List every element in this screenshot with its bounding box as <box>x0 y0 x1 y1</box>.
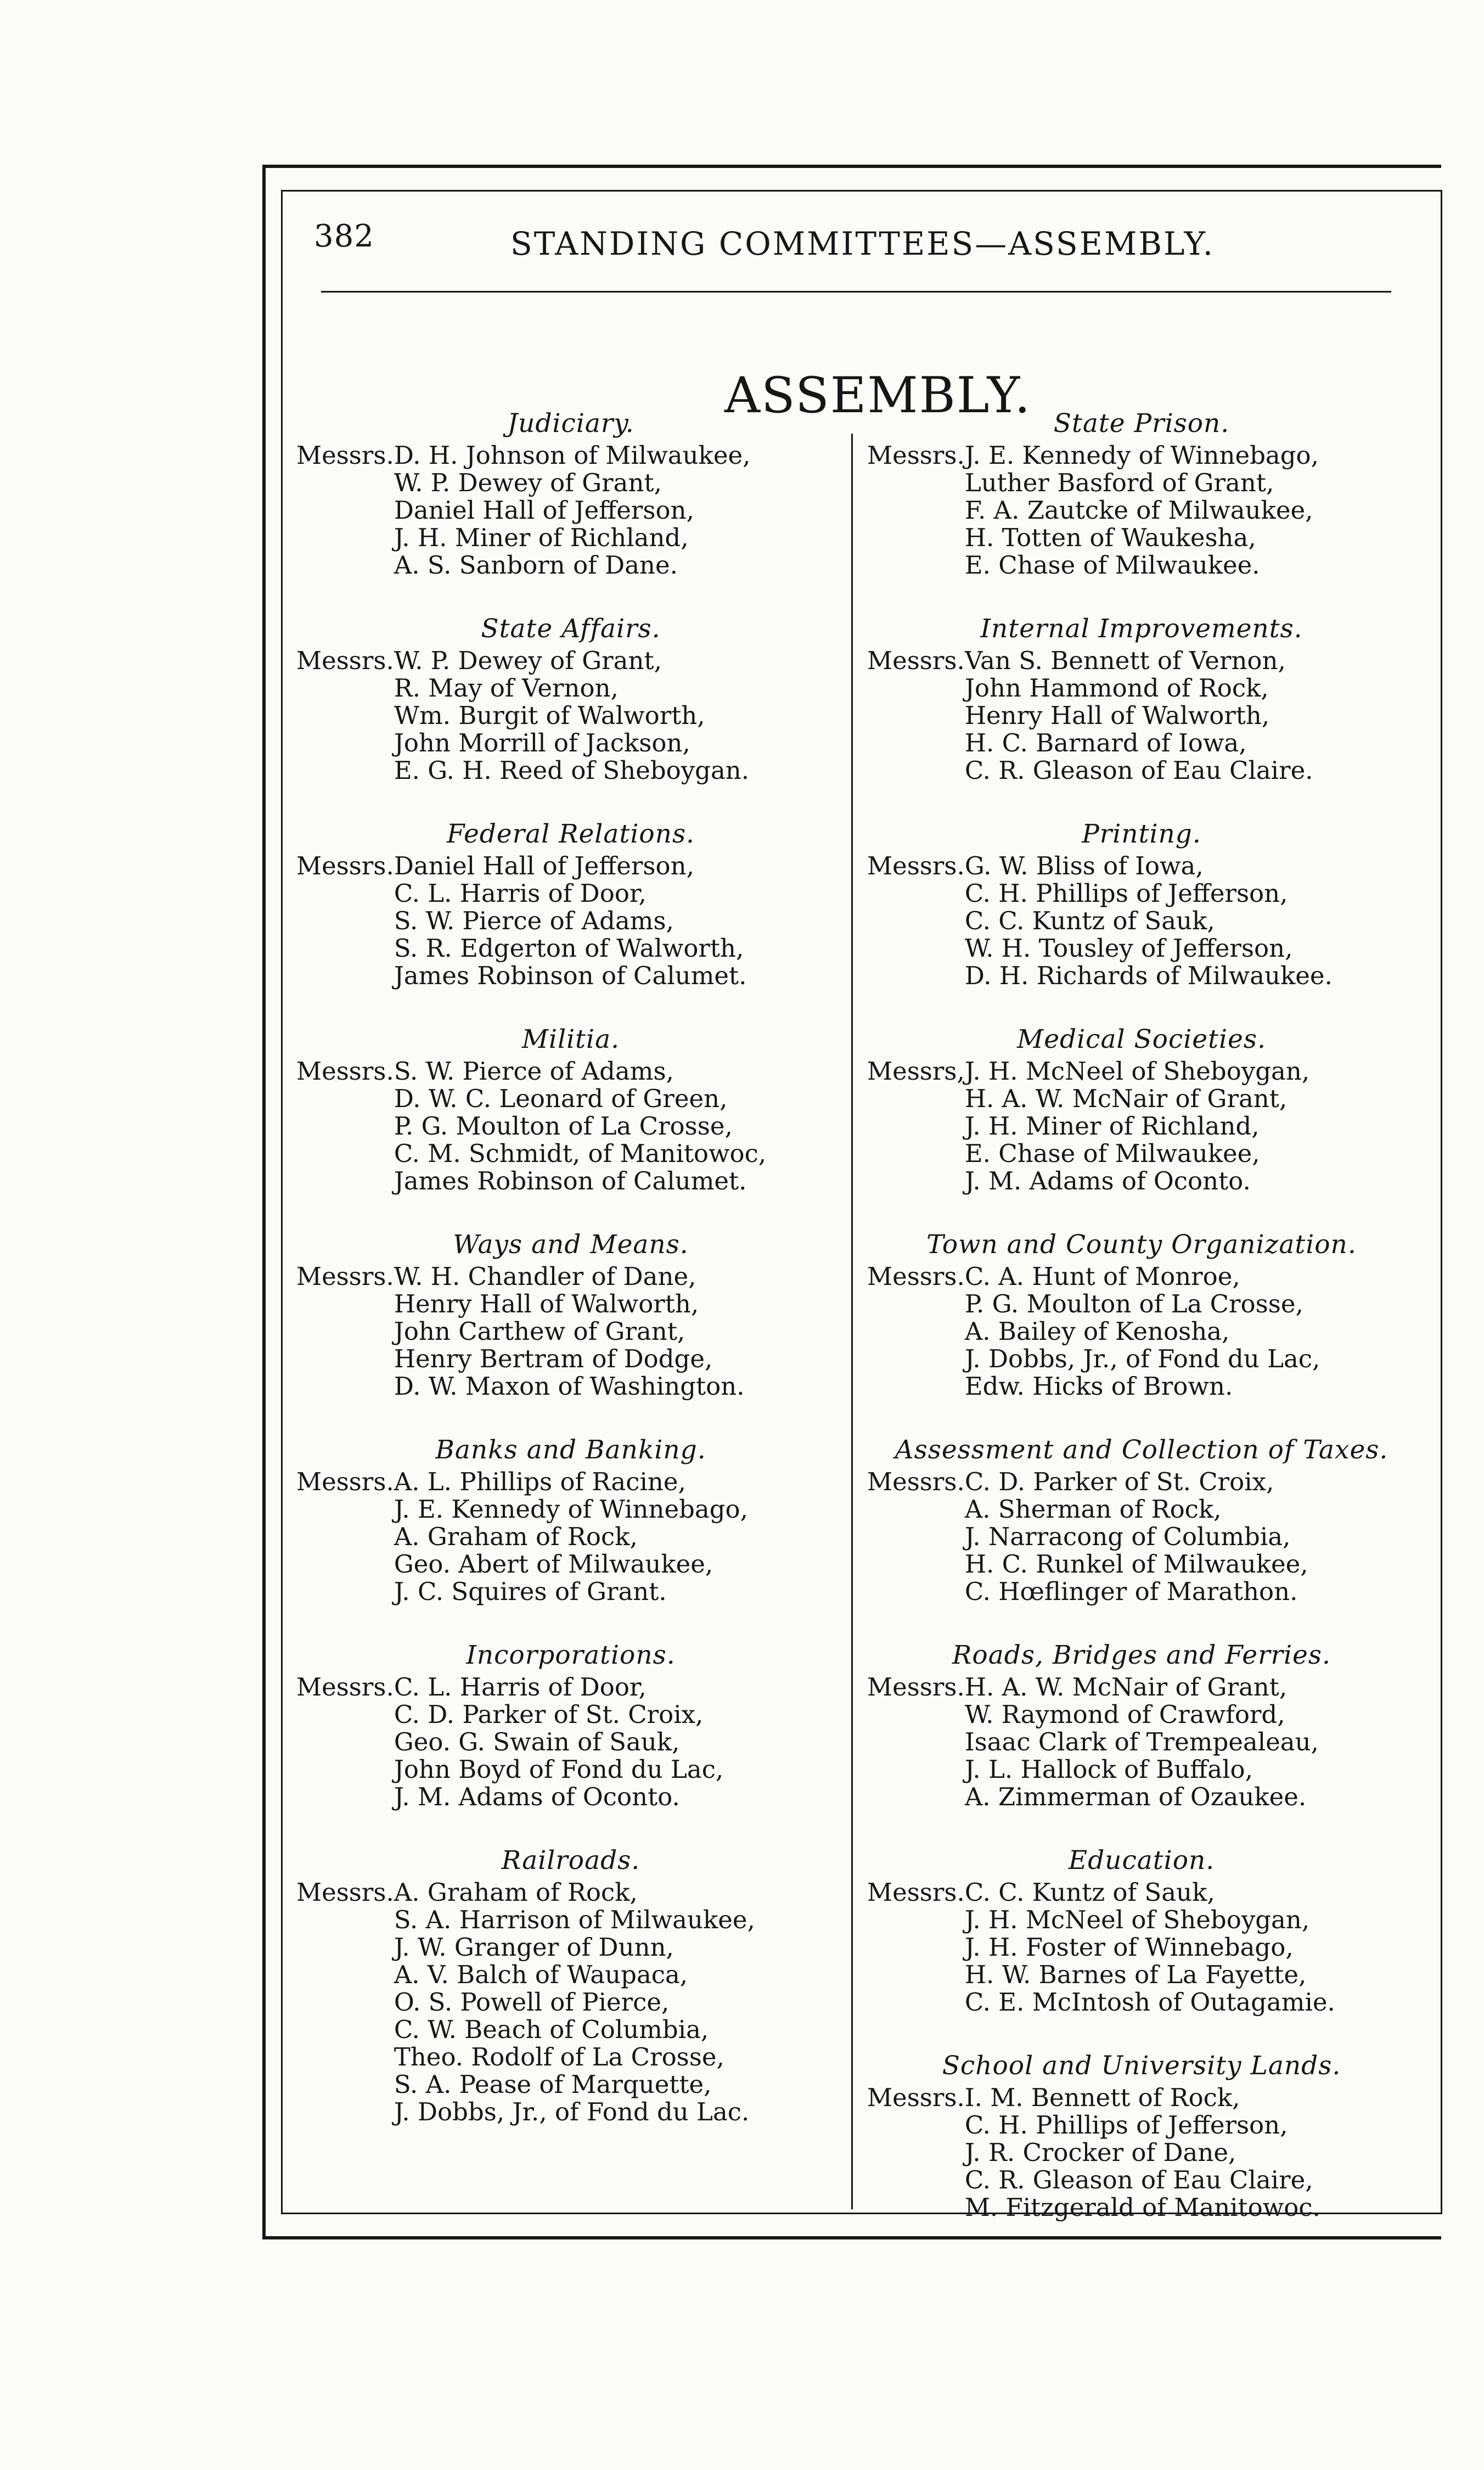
committee-block <box>296 1230 845 1400</box>
member-name: C. D. Parker of St. Croix, <box>394 1700 704 1729</box>
member-name: J. L. Hallock of Buffalo, <box>964 1755 1253 1784</box>
member-list <box>296 1879 845 2126</box>
member-list <box>296 442 845 579</box>
member-name: J. H. McNeel of Sheboygan, <box>964 1905 1310 1934</box>
committee-block <box>867 1846 1416 2016</box>
member-name: John Carthew of Grant, <box>394 1317 685 1346</box>
outer-border-left <box>262 165 266 2239</box>
member-name: C. Hœflinger of Marathon. <box>964 1577 1298 1606</box>
member-name: Daniel Hall of Jefferson, <box>394 496 694 525</box>
member-list <box>867 647 1416 784</box>
member-name: Edw. Hicks of Brown. <box>964 1372 1233 1401</box>
member-name: C. D. Parker of St. Croix, <box>964 1467 1274 1496</box>
member-name: C. R. Gleason of Eau Claire, <box>964 2165 1313 2194</box>
running-title: STANDING COMMITTEES—ASSEMBLY. <box>510 225 1215 262</box>
committee-block <box>296 1846 845 2126</box>
inner-border-right <box>1441 190 1442 2214</box>
member-name: Wm. Burgit of Walworth, <box>394 701 705 730</box>
member-name: J. M. Adams of Oconto. <box>964 1166 1251 1195</box>
member-name: C. W. Beach of Columbia, <box>394 2015 709 2044</box>
member-name: J. H. Foster of Winnebago, <box>964 1933 1294 1962</box>
messrs-label: Messrs. <box>296 1672 394 1702</box>
member-name: Henry Hall of Walworth, <box>964 701 1270 730</box>
member-name: W. Raymond of Crawford, <box>964 1700 1285 1729</box>
committee-block <box>867 1641 1416 1811</box>
member-name: P. G. Moulton of La Crosse, <box>964 1289 1303 1318</box>
committee-block <box>296 409 845 579</box>
member-name: A. V. Balch of Waupaca, <box>394 1960 688 1989</box>
messrs-label: Messrs. <box>867 1262 965 1291</box>
committee-title: Roads, Bridges and Ferries. <box>952 1640 1331 1670</box>
inner-border-top <box>281 190 1442 192</box>
committee-block <box>296 614 845 784</box>
member-name: Daniel Hall of Jefferson, <box>394 851 694 880</box>
member-name: Theo. Rodolf of La Crosse, <box>394 2042 724 2072</box>
messrs-label: Messrs. <box>867 2083 965 2112</box>
messrs-label: Messrs. <box>296 1878 394 1907</box>
member-name: C. A. Hunt of Monroe, <box>964 1262 1240 1291</box>
member-name: H. A. W. McNair of Grant, <box>964 1084 1288 1113</box>
member-name: John Boyd of Fond du Lac, <box>394 1755 724 1784</box>
member-name: A. Bailey of Kenosha, <box>964 1317 1230 1346</box>
member-name: C. C. Kuntz of Sauk, <box>964 906 1215 935</box>
committee-title: Medical Societies. <box>1017 1024 1266 1054</box>
messrs-label: Messrs. <box>296 851 394 880</box>
member-name: G. W. Bliss of Iowa, <box>964 851 1204 880</box>
header-rule <box>321 291 1391 293</box>
member-name: W. P. Dewey of Grant, <box>394 468 662 497</box>
inner-border-left <box>281 190 283 2214</box>
member-name: Geo. G. Swain of Sauk, <box>394 1727 680 1756</box>
member-name: C. C. Kuntz of Sauk, <box>964 1878 1215 1907</box>
member-name: Luther Basford of Grant, <box>964 468 1274 497</box>
committee-title: Federal Relations. <box>446 819 695 849</box>
committee-block <box>296 1435 845 1606</box>
member-name: H. C. Barnard of Iowa, <box>964 728 1247 757</box>
member-name: S. W. Pierce of Adams, <box>394 906 674 935</box>
committee-title: Ways and Means. <box>453 1230 689 1260</box>
member-name: Isaac Clark of Trempealeau, <box>964 1727 1319 1756</box>
member-name: J. E. Kennedy of Winnebago, <box>394 1495 748 1524</box>
member-name: H. C. Runkel of Milwaukee, <box>964 1550 1308 1579</box>
member-name: A. Graham of Rock, <box>394 1522 638 1551</box>
committee-title: Incorporations. <box>466 1640 676 1670</box>
member-list <box>867 2084 1416 2221</box>
committee-title: Education. <box>1068 1845 1215 1876</box>
messrs-label: Messrs. <box>296 646 394 675</box>
member-name: D. W. Maxon of Washington. <box>394 1372 745 1401</box>
member-name: H. W. Barnes of La Fayette, <box>964 1960 1307 1989</box>
messrs-label: Messrs. <box>296 1262 394 1291</box>
messrs-label: Messrs. <box>296 441 394 470</box>
member-name: A. Sherman of Rock, <box>964 1495 1222 1524</box>
committee-block <box>296 1025 845 1195</box>
messrs-label: Messrs. <box>867 1467 965 1496</box>
committee-title: Internal Improvements. <box>980 614 1303 644</box>
member-name: J. W. Granger of Dunn, <box>394 1933 674 1962</box>
messrs-label: Messrs. <box>867 851 965 880</box>
committee-block <box>296 819 845 990</box>
committee-title: Judiciary. <box>507 408 634 439</box>
member-name: C. E. McIntosh of Outagamie. <box>964 1988 1335 2017</box>
section-title: ASSEMBLY. <box>724 367 1032 424</box>
member-name: Geo. Abert of Milwaukee, <box>394 1550 713 1579</box>
member-name: J. H. Miner of Richland, <box>394 523 689 552</box>
member-name: A. S. Sanborn of Dane. <box>394 551 678 580</box>
messrs-label: Messrs. <box>867 646 965 675</box>
committee-block <box>867 1025 1416 1195</box>
member-name: C. H. Phillips of Jefferson, <box>964 879 1288 908</box>
member-name: O. S. Powell of Pierce, <box>394 1988 670 2017</box>
member-name: R. May of Vernon, <box>394 673 619 703</box>
member-name: I. M. Bennett of Rock, <box>964 2083 1240 2112</box>
member-name: John Morrill of Jackson, <box>394 728 690 757</box>
member-name: W. H. Tousley of Jefferson, <box>964 934 1293 963</box>
member-name: J. E. Kennedy of Winnebago, <box>964 441 1319 470</box>
committee-title: State Prison. <box>1053 408 1230 439</box>
right-column <box>867 409 1416 2256</box>
member-list <box>867 1058 1416 1195</box>
member-name: J. Dobbs, Jr., of Fond du Lac. <box>394 2097 750 2126</box>
member-name: Van S. Bennett of Vernon, <box>964 646 1286 675</box>
page-number: 382 <box>314 218 374 254</box>
member-list <box>296 852 845 990</box>
member-name: D. H. Richards of Milwaukee. <box>964 961 1333 990</box>
member-name: W. P. Dewey of Grant, <box>394 646 662 675</box>
messrs-label: Messrs. <box>867 1878 965 1907</box>
member-list <box>296 647 845 784</box>
member-name: Henry Hall of Walworth, <box>394 1289 699 1318</box>
left-column <box>296 409 845 2161</box>
member-name: J. Narracong of Columbia, <box>964 1522 1291 1551</box>
member-name: E. Chase of Milwaukee. <box>964 551 1260 580</box>
messrs-label: Messrs. <box>867 1672 965 1702</box>
member-name: James Robinson of Calumet. <box>394 1166 747 1195</box>
committee-block <box>867 2051 1416 2221</box>
member-name: C. H. Phillips of Jefferson, <box>964 2110 1288 2140</box>
committee-block <box>296 1641 845 1811</box>
member-list <box>867 1879 1416 2016</box>
member-list <box>296 1468 845 1606</box>
messrs-label: Messrs. <box>296 1057 394 1086</box>
member-name: James Robinson of Calumet. <box>394 961 747 990</box>
committee-title: Banks and Banking. <box>435 1435 706 1465</box>
member-list <box>867 1263 1416 1400</box>
committee-title: State Affairs. <box>481 614 661 644</box>
committee-block <box>867 409 1416 579</box>
member-name: M. Fitzgerald of Manitowoc. <box>964 2193 1320 2222</box>
committee-title: Printing. <box>1082 819 1201 849</box>
member-name: S. A. Pease of Marquette, <box>394 2070 712 2099</box>
member-name: S. A. Harrison of Milwaukee, <box>394 1905 755 1934</box>
member-name: J. C. Squires of Grant. <box>394 1577 667 1606</box>
member-name: C. L. Harris of Door, <box>394 879 647 908</box>
committee-block <box>867 1230 1416 1400</box>
outer-border-top <box>262 165 1441 168</box>
committee-title: Militia. <box>521 1024 620 1054</box>
member-name: D. H. Johnson of Milwaukee, <box>394 441 751 470</box>
member-name: E. Chase of Milwaukee, <box>964 1139 1260 1168</box>
column-divider <box>851 434 853 2209</box>
member-name: S. R. Edgerton of Walworth, <box>394 934 744 963</box>
member-list <box>296 1674 845 1811</box>
member-name: C. R. Gleason of Eau Claire. <box>964 756 1313 785</box>
member-name: H. A. W. McNair of Grant, <box>964 1672 1288 1702</box>
member-list <box>867 1468 1416 1606</box>
member-name: S. W. Pierce of Adams, <box>394 1057 674 1086</box>
member-name: J. Dobbs, Jr., of Fond du Lac, <box>964 1344 1320 1373</box>
committee-title: Town and County Organization. <box>926 1230 1357 1260</box>
member-name: F. A. Zautcke of Milwaukee, <box>964 496 1313 525</box>
member-name: P. G. Moulton of La Crosse, <box>394 1112 733 1141</box>
member-name: E. G. H. Reed of Sheboygan. <box>394 756 750 785</box>
committee-block <box>867 819 1416 990</box>
member-name: J. H. McNeel of Sheboygan, <box>964 1057 1310 1086</box>
member-name: C. M. Schmidt, of Manitowoc, <box>394 1139 767 1168</box>
member-name: John Hammond of Rock, <box>964 673 1269 703</box>
member-name: H. Totten of Waukesha, <box>964 523 1256 552</box>
committee-block <box>867 1435 1416 1606</box>
member-list <box>296 1263 845 1400</box>
member-list <box>296 1058 845 1195</box>
committee-title: School and University Lands. <box>942 2051 1341 2081</box>
committee-title: Assessment and Collection of Taxes. <box>895 1435 1389 1465</box>
member-name: A. Graham of Rock, <box>394 1878 638 1907</box>
member-name: J. M. Adams of Oconto. <box>394 1782 680 1811</box>
messrs-label: Messrs. <box>867 441 965 470</box>
messrs-label: Messrs, <box>867 1057 965 1086</box>
committee-title: Railroads. <box>501 1845 640 1876</box>
member-name: D. W. C. Leonard of Green, <box>394 1084 728 1113</box>
member-name: J. R. Crocker of Dane, <box>964 2138 1236 2167</box>
messrs-label: Messrs. <box>296 1467 394 1496</box>
member-name: A. Zimmerman of Ozaukee. <box>964 1782 1307 1811</box>
committee-block <box>867 614 1416 784</box>
member-name: C. L. Harris of Door, <box>394 1672 647 1702</box>
member-list <box>867 442 1416 579</box>
member-list <box>867 852 1416 990</box>
member-name: J. H. Miner of Richland, <box>964 1112 1260 1141</box>
member-name: Henry Bertram of Dodge, <box>394 1344 713 1373</box>
member-name: W. H. Chandler of Dane, <box>394 1262 696 1291</box>
member-list <box>867 1674 1416 1811</box>
member-name: A. L. Phillips of Racine, <box>394 1467 686 1496</box>
